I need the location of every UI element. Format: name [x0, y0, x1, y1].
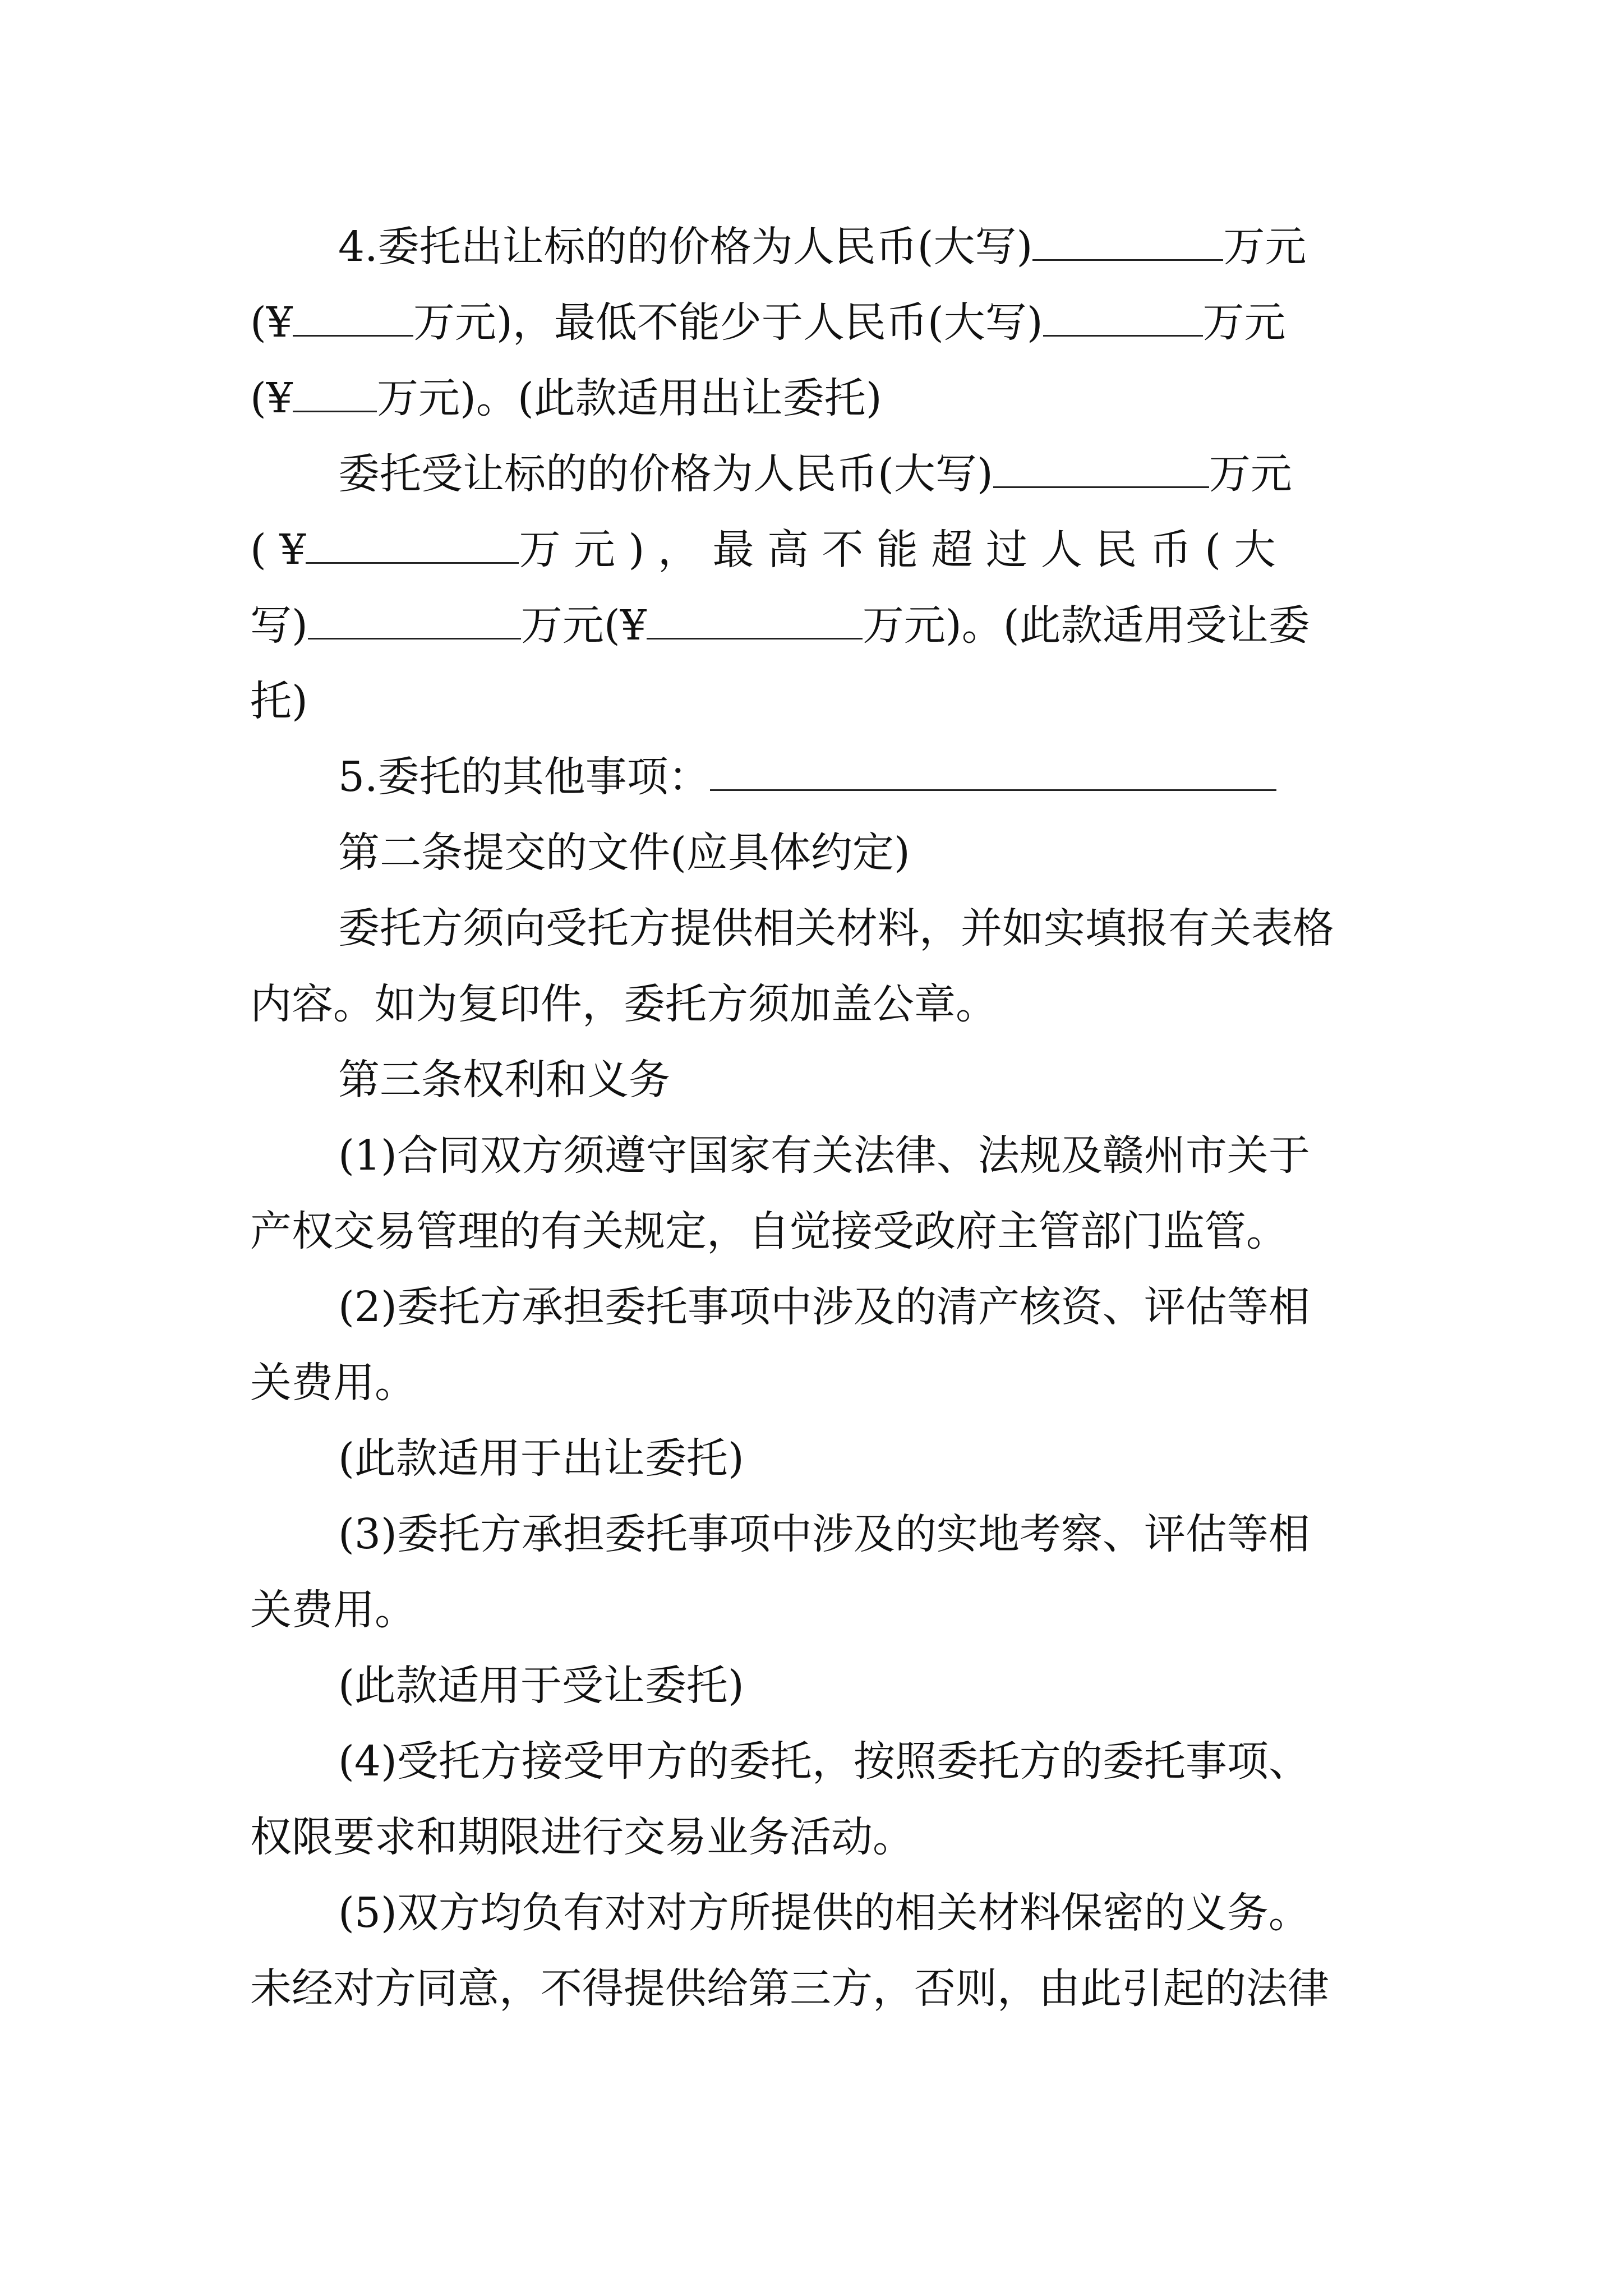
paragraph-line: (¥ 万元)，最低不能少于人民币(大写) 万元: [250, 292, 1389, 353]
paragraph-line: 未经对方同意，不得提供给第三方，否则，由此引起的法律: [250, 1964, 1329, 2013]
fill-in-blank: [293, 297, 413, 337]
paragraph-line: 权限要求和期限进行交易业务活动。: [250, 1813, 914, 1861]
paragraph-line: 托): [250, 677, 308, 725]
fill-in-blank: [710, 751, 1276, 791]
paragraph-line: (5)双方均负有对对方所提供的相关材料保密的义务。: [338, 1889, 1310, 1937]
paragraph-line: 关费用。: [250, 1586, 416, 1634]
fill-in-blank: [306, 524, 519, 564]
paragraph-line: 内容。如为复印件，委托方须加盖公章。: [250, 980, 997, 1028]
paragraph-line: (1)合同双方须遵守国家有关法律、法规及赣州市关于: [338, 1131, 1310, 1180]
paragraph-line: (4)受托方接受甲方的委托，按照委托方的委托事项、: [338, 1737, 1310, 1786]
section-heading: 第三条权利和义务: [338, 1056, 670, 1104]
paragraph-line: (2)委托方承担委托事项中涉及的清产核资、评估等相: [338, 1283, 1310, 1331]
paragraph-line: 委托受让标的的价格为人民币(大写) 万元: [338, 443, 1389, 505]
paragraph-line: 关费用。: [250, 1359, 416, 1407]
paragraph-line: ( ¥ 万 元 ) ， 最 高 不 能 超 过 人 民 币 ( 大: [250, 519, 1389, 581]
paragraph-line: 4.委托出让标的的价格为人民币(大写) 万元: [338, 216, 1389, 278]
fill-in-blank: [293, 372, 377, 412]
section-heading: 第二条提交的文件(应具体约定): [338, 829, 910, 877]
fill-in-blank: [308, 600, 521, 639]
paragraph-line: (此款适用于受让委托): [338, 1662, 744, 1710]
fill-in-blank: [993, 448, 1209, 488]
paragraph-line: (3)委托方承担委托事项中涉及的实地考察、评估等相: [338, 1510, 1310, 1558]
paragraph-line: 委托方须向受托方提供相关材料，并如实填报有关表格: [338, 904, 1334, 953]
paragraph-line: 5.委托的其他事项：: [338, 746, 1389, 808]
fill-in-blank: [1032, 221, 1223, 261]
paragraph-line: (¥ 万元)。(此款适用出让委托): [250, 367, 1389, 429]
paragraph-line: 产权交易管理的有关规定，自觉接受政府主管部门监管。: [250, 1207, 1288, 1255]
fill-in-blank: [647, 600, 863, 639]
fill-in-blank: [1043, 297, 1203, 337]
paragraph-line: 写) 万元(¥ 万元)。(此款适用受让委: [250, 595, 1389, 656]
paragraph-line: (此款适用于出让委托): [338, 1434, 744, 1483]
